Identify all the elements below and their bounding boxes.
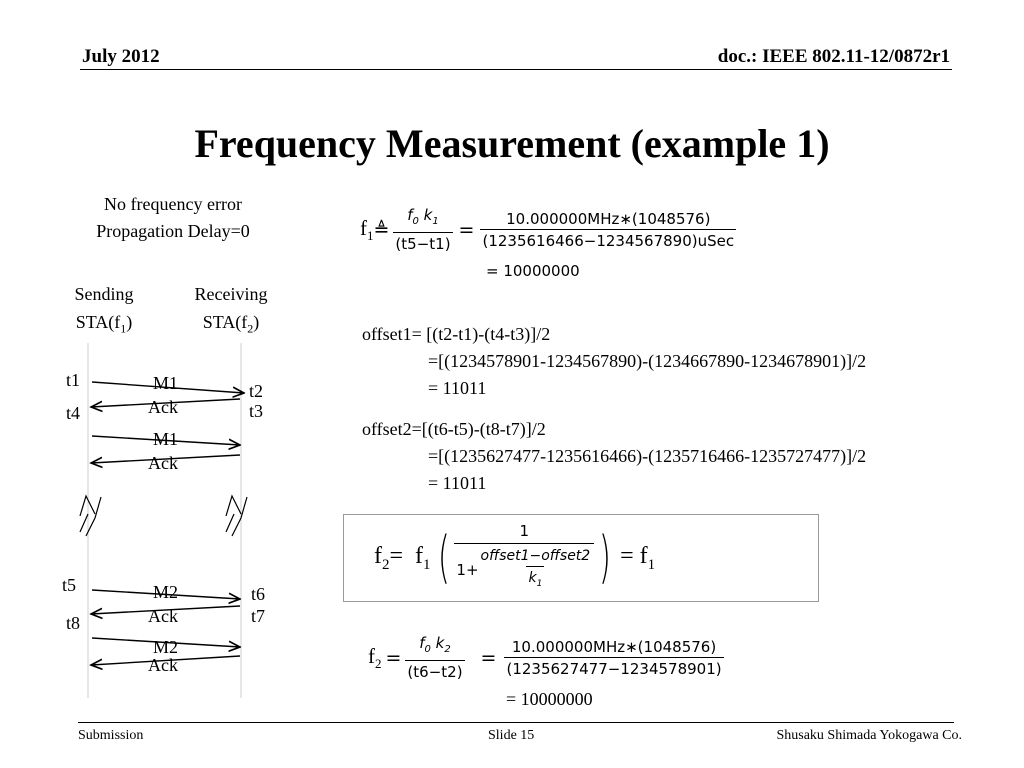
f2-frac-f0k2: $\frac{f_0 k_2}{(t6-t2)}$ bbox=[407, 634, 463, 681]
msg-m2-second: M2 bbox=[153, 637, 179, 657]
f2-equation-box bbox=[343, 514, 819, 602]
receiving-sta: $STA(f_2)$ bbox=[202, 312, 260, 336]
time-t8: t8 bbox=[66, 613, 81, 633]
time-t4: t4 bbox=[66, 403, 81, 423]
f2-lhs: $f_2$ bbox=[368, 643, 382, 672]
footer-author: Shusaku Shimada Yokogawa Co. bbox=[776, 728, 962, 743]
time-t1: t1 bbox=[66, 370, 81, 390]
msg-m1-second: M1 bbox=[153, 429, 179, 449]
break-mark-left bbox=[80, 496, 101, 536]
f2box-inner-frac: $\frac{\text{offset1−offset2}}{k_1}$ bbox=[479, 546, 593, 595]
offset1-def: offset1= [(t2-t1)-(t4-t3)]/2 bbox=[362, 324, 551, 344]
f1-frac-values: $\frac{\text{10.000000MHz∗(1048576)}}{\text{(1235616466−1234567890)uSec}}$ bbox=[482, 209, 735, 250]
f1-result: = 10000000 bbox=[486, 262, 580, 280]
sending-label: Sending bbox=[74, 284, 134, 304]
time-t2: t2 bbox=[249, 381, 264, 401]
slide-title: Frequency Measurement (example 1) bbox=[194, 121, 830, 166]
msg-m1-first: M1 bbox=[153, 373, 179, 393]
f1-eq: = bbox=[458, 219, 475, 241]
condition-no-freq-error: No frequency error bbox=[104, 194, 242, 214]
offset2-result: = 11011 bbox=[428, 473, 487, 493]
f1-equation bbox=[360, 204, 736, 256]
offset1-result: = 11011 bbox=[428, 378, 487, 398]
msg-ack-fourth: Ack bbox=[148, 655, 178, 675]
offset1-values: =[(1234578901-1234567890)-(1234667890-1234678901)]/2 bbox=[428, 351, 867, 371]
f1-defsym: ≜ bbox=[373, 219, 390, 241]
f2box-lhs: $f_2= f_1$ bbox=[374, 542, 431, 573]
footer-slide-number: Slide 15 bbox=[488, 728, 535, 743]
f2box-main-frac: 1 1+ $\frac{\text{offset1−offset2}}{k_1}$ bbox=[454, 521, 594, 595]
f2-eq: = bbox=[385, 647, 402, 669]
f2-eq2: = bbox=[480, 647, 497, 669]
time-t6: t6 bbox=[251, 584, 266, 604]
f1-frac-f0k1: $\frac{f_0 k_1}{(t5-t1)}$ bbox=[395, 206, 451, 253]
offset2-values: =[(1235627477-1235616466)-(1235716466-1235727477)]/2 bbox=[428, 446, 867, 466]
offset2-block bbox=[362, 416, 866, 497]
f2box-paren-open: ( bbox=[437, 525, 450, 590]
msg-ack-first: Ack bbox=[148, 397, 178, 417]
header-doc-id: doc.: IEEE 802.11-12/0872r1 bbox=[717, 46, 950, 67]
offset2-def: offset2=[(t6-t5)-(t8-t7)]/2 bbox=[362, 419, 546, 439]
footer-submission: Submission bbox=[78, 728, 144, 743]
receiving-label: Receiving bbox=[194, 284, 268, 304]
break-mark-right bbox=[226, 496, 247, 536]
msg-ack-third: Ack bbox=[148, 606, 178, 626]
msg-ack-second: Ack bbox=[148, 453, 178, 473]
footer-rule bbox=[78, 722, 954, 723]
offset1-block bbox=[362, 321, 866, 402]
f1-lhs: $f_1$ bbox=[360, 215, 374, 244]
msg-m2-first: M2 bbox=[153, 582, 179, 602]
f2-equation bbox=[368, 632, 724, 684]
time-t7: t7 bbox=[251, 606, 266, 626]
time-t5: t5 bbox=[62, 575, 77, 595]
condition-propagation-delay: Propagation Delay=0 bbox=[96, 221, 250, 241]
time-t3: t3 bbox=[249, 401, 264, 421]
f2box-rhs: = $f_1$ bbox=[620, 542, 656, 573]
f2-result: = 10000000 bbox=[506, 689, 593, 709]
header-date: July 2012 bbox=[82, 46, 160, 67]
sending-sta: $STA(f_1)$ bbox=[75, 312, 133, 336]
f2-frac-values: $\frac{\text{10.000000MHz∗(1048576)}}{(1235627477-1234578901)}$ bbox=[506, 637, 722, 678]
f2box-paren-close: ) bbox=[599, 525, 612, 590]
